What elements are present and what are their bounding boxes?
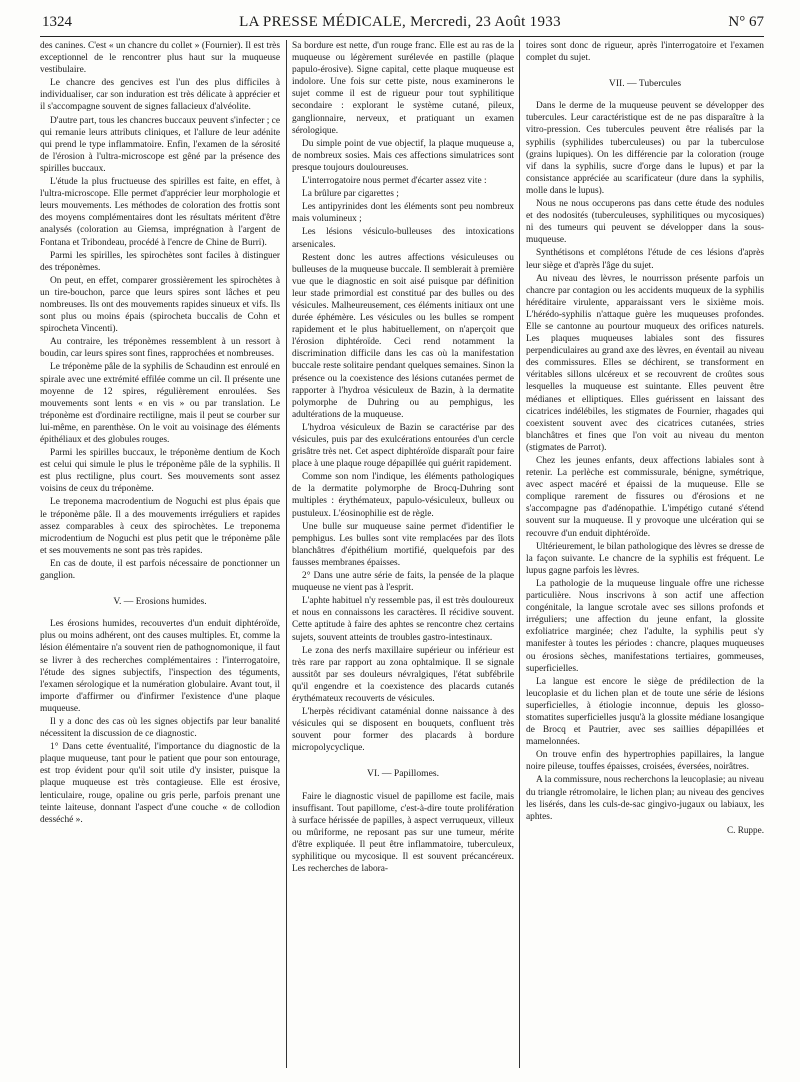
paragraph: Le zona des nerfs maxillaire supérieur ou inférieur est très rare par rapport au zona ophtalmique. Il se signale aussitôt par ses douleurs névralgiques, l'état subfébrile qu'il engendre et la coexistence des placards cutanés érythémateux recouverts de vésicules.	[292, 645, 514, 704]
paragraph: Chez les jeunes enfants, deux affections labiales sont à retenir. La perlèche est commissurale, bénigne, symétrique, avec aspect macéré et épaissi de la muqueuse. Elle se complique rarement de fissures ou d'érosions et ne s'accompagne pas d'adénopathie. L'impétigo cutané s'étend souvent sur la muqueuse. Il y provoque une ulcération qui se recouvre d'un enduit diphtéroïde.	[526, 456, 764, 539]
paragraph: Ultérieurement, le bilan pathologique des lèvres se dresse de la façon suivante. Le chancre de la syphilis est fréquent. Le lupus gagne parfois les lèvres.	[526, 541, 764, 576]
paragraph: La brûlure par cigarettes ;	[302, 189, 399, 200]
paragraph: L'aphte habituel n'y ressemble pas, il est très douloureux et nous en connaissons les caractères. Il récidive souvent. Cette aptitude à faire des aphtes se rencontre chez certains sujets, souvent atteints de troubles gastro-intestinaux.	[292, 596, 514, 643]
masthead-title: LA PRESSE MÉDICALE, Mercredi, 23 Août 1933	[239, 14, 561, 30]
paragraph: Faire le diagnostic visuel de papillome est facile, mais insuffisant. Tout papillome, c'est-à-dire toute prolifération à surface hérissée de papilles, à aspect verruqueux, villeux ou mûriforme, ne reposant pas sur une tumeur, mérite d'être expliquée. Il peut être inflammatoire, tuberculeux, syphilitique ou mycosique. Il est souvent précancéreux. Les recherches de labora-	[292, 791, 514, 875]
paragraph: Synthétisons et complétons l'étude de ces lésions d'après leur siège et d'après l'âge du sujet.	[526, 248, 764, 271]
paragraph: L'interrogatoire nous permet d'écarter assez vite :	[302, 176, 487, 187]
paragraph: L'herpès récidivant cataménial donne naissance à des vésicules qui se disposent en bouquets, confluent très souvent pour former des placards à bordure micropolycyclique.	[292, 707, 514, 754]
paragraph: Une bulle sur muqueuse saine permet d'identifier le pemphigus. Les bulles sont vite remplacées par des îlots blanchâtres d'épithélium mortifié, quelquefois par des fausses membranes épaisses.	[292, 521, 514, 568]
paragraph: Comme son nom l'indique, les éléments pathologiques de la dermatite polymorphe de Brocq-Duhring sont multiples : érythémateux, papulo-vésiculeux, bulleux ou pustuleux. L'éosinophilie est de règle.	[292, 472, 514, 519]
paragraph: des canines. C'est « un chancre du collet » (Fournier). Il est très exceptionnel de le rencontrer plus haut sur la muqueuse vestibulaire.	[40, 41, 280, 76]
paragraph: Le tréponème pâle de la syphilis de Schaudinn est enroulé en spirale avec une extrémité effilée comme un cil. Il présente une moyenne de 12 spires, régulièrement enroulées. Ses mouvements sont lents « en vis » ou par translation. Le tréponème est d'ordinaire rectiligne, mais il peut se courber sur lui-même, en parenthèse. On le voit au voisinage des éléments épithéliaux et des globules rouges.	[40, 362, 280, 445]
paragraph: Les antipyrinides dont les éléments sont peu nombreux mais volumineux ;	[292, 202, 514, 225]
column-3	[526, 40, 764, 1070]
paragraph: En cas de doute, il est parfois nécessaire de ponctionner un ganglion.	[40, 558, 280, 582]
paragraph: Le chancre des gencives est l'un des plus difficiles à individualiser, car son induration est très délicate à apprécier et il s'accompagne souvent de signes fallacieux d'alvéolite.	[40, 78, 280, 113]
paragraph: D'autre part, tous les chancres buccaux peuvent s'infecter ; ce qui remanie leurs attributs cliniques, et l'allure de leur adénite qui prend le type inflammatoire. Enfin, l'examen de la sérosité de l'érosion à l'ultra-microscope est gêné par la présence des spirilles buccaux.	[40, 115, 280, 174]
paragraph: L'étude la plus fructueuse des spirilles est faite, en effet, à l'ultra-microscope. Elle permet d'apprécier leur morphologie et leurs mouvements. Les méthodes de coloration des frottis sont des moyens complémentaires dont les résultats méritent d'être analysés (coloration au Giemsa, imprégnation à l'argent de Fontana et Tribondeau, procédé à l'encre de Chine de Burri).	[40, 177, 280, 248]
paragraph: La pathologie de la muqueuse linguale offre une richesse particulière. Nous inscrivons à son actif une affection congénitale, la langue scrotale avec ses sillons profonds et irréguliers; une affection du jeune enfant, la glossite exfoliatrice marginée; chez l'adulte, la syphilis peut s'y manifester à toutes les périodes : chancre, plaques muqueuses ou érosions sèches, manifestations tertiaires, gommeuses, superficielles.	[526, 578, 764, 674]
paragraph: 2° Dans une autre série de faits, la pensée de la plaque muqueuse ne vient pas à l'esprit.	[292, 571, 514, 594]
paragraph: Restent donc les autres affections vésiculeuses ou bulleuses de la muqueuse buccale. Il semblerait à première vue que le diagnostic en soit aisé puisque par définition leur stade primordial est constitué par des bulles ou des vésicules. Malheureusement, ces éléments initiaux ont une durée éphémère. Les vésicules ou les bulles se rompent rapidement et le plus habituellement, on n'aperçoit que l'érosion diphtéroïde. Ceci rend notamment la discrimination difficile dans les cas où la manifestation buccale reste solitaire pendant quelques semaines. Sinon la présence ou la coexistence des lésions cutanées permet de rapporter à l'hydroa vésiculeux de Bazin, à la dermatite polymorphe de Duhring ou au pemphigus, les adultérations de la muqueuse.	[292, 252, 514, 420]
column-divider	[286, 40, 287, 1068]
page-number: 1324	[42, 14, 72, 30]
paragraph: L'hydroa vésiculeux de Bazin se caractérise par des vésicules, puis par des exulcérations entourées d'un cercle grisâtre très net. Cet aspect diphtéroïde disparaît pour faire place à une plaque rouge dépapillée qui guérit rapidement.	[292, 422, 514, 470]
paragraph: Les lésions vésiculo-bulleuses des intoxications arsenicales.	[292, 227, 514, 250]
paragraph: 1° Dans cette éventualité, l'importance du diagnostic de la plaque muqueuse, tant pour le patient que pour son entourage, est trop évident pour qu'il soit utile d'y insister, puisque la plaque muqueuse est très contagieuse. Elle est érosive, lenticulaire, rouge, opaline ou gris perle, parfois prenant une teinte laiteuse, donnant l'aspect d'une couche « de collodion desséché ».	[40, 742, 280, 825]
paragraph: On peut, en effet, comparer grossièrement les spirochètes à un tire-bouchon, parce que leurs spires sont lâches et peu nombreuses. Ils ont des mouvements rapides sinueux et vifs. Ils sont plus ou moins épais (spirocheta buccalis de Cohn et spirocheta Vincenti).	[40, 275, 280, 335]
paragraph: Dans le derme de la muqueuse peuvent se développer des tubercules. Leur caractéristique est de ne pas disparaître à la vitro-pression. Ces tubercules peuvent être réalisés par la syphilis (syphilides tuberculeuses) ou par la tuberculose (grains lupiques). On les différencie par la coloration (rouge vif dans la syphilis, sucre d'orge dans le lupus) et par la consistance appréciée au scarificateur (dure dans la syphilis, molle dans le lupus).	[526, 101, 764, 196]
column-2	[292, 40, 514, 1070]
paragraph: Au niveau des lèvres, le nourrisson présente parfois un chancre par contagion ou les accidents muqueux de la syphilis héréditaire virulente, apparaissant vers le sixième mois. L'hérédo-syphilis n'attaque guère les muqueuses profondes. Elle se cantonne au pourtour muqueux des orifices naturels. Les plaques muqueuses labiales sont des fissures perpendiculaires au grand axe des lèvres, en éventail au niveau des commissures. Elles se déchirent, se transforment en véritables sillons ulcéreux et se recouvrent de croûtes sous lesquelles la muqueuse est suintante. Elles peuvent être médianes et elliptiques. Elles guérissent en laissant des cicatrices indélébiles, les stigmates de Fournier, rhagades qui coexistent souvent avec des cicatrices cutanées, stries blanchâtres et fines que l'on voit au niveau du menton (stigmates de Parrot).	[526, 273, 764, 453]
section-title: VI. — Papillomes.	[367, 768, 439, 780]
paragraph: Les érosions humides, recouvertes d'un enduit diphtéroïde, plus ou moins adhérent, ont des causes multiples. Et, comme la lésion élémentaire n'a souvent rien de pathognomonique, il faut se livrer à des recherches complémentaires : l'interrogatoire, l'étude des signes subjectifs, l'inspection des téguments, l'examen sérologique et la numération globulaire. Avant tout, il importe d'affirmer ou d'infirmer l'existence d'une plaque muqueuse.	[40, 619, 280, 714]
paragraph: Le treponema macrodentium de Noguchi est plus épais que le tréponème pâle. Il a des mouvements irréguliers et rapides assez comparables à ceux des spirochètes. Le treponema microdentium de Noguchi est plus petit que le tréponème pâle et ses mouvements ne sont pas très rapides.	[40, 497, 280, 556]
author-signature: C. Ruppe.	[726, 824, 764, 835]
section-title: V. — Erosions humides.	[113, 596, 207, 608]
section-title: VII. — Tubercules	[608, 78, 682, 90]
paragraph: A la commissure, nous recherchons la leucoplasie; au niveau du triangle rétromolaire, le lichen plan; au niveau des gencives les lisérés, dans les culs-de-sac gingivo-jugaux ou labiaux, les aphtes.	[526, 775, 764, 822]
paragraph: Nous ne nous occuperons pas dans cette étude des nodules et des nodosités (tuberculeuses, syphilitiques ou mycosiques) ni des tumeurs qui peuvent se développer dans la sous-muqueuse.	[526, 199, 764, 246]
paragraph: toires sont donc de rigueur, après l'interrogatoire et l'examen complet du sujet.	[526, 41, 764, 64]
paragraph: Au contraire, les tréponèmes ressemblent à un ressort à boudin, car leurs spires sont fines, rapprochées et nombreuses.	[40, 337, 280, 360]
column-divider	[519, 40, 520, 1068]
paragraph: Parmi les spirilles, les spirochètes sont faciles à distinguer des tréponèmes.	[40, 250, 280, 273]
paragraph: Sa bordure est nette, d'un rouge franc. Elle est au ras de la muqueuse ou légèrement surélevée en pastille (plaque papulo-érosive). Signe capital, cette plaque muqueuse est indolore. Une fois sur cette piste, nous examinerons le sujet comme il est de rigueur pour tout syphilitique secondaire : explorant le système cutané, pileux, ganglionnaire, nerveux, et pratiquant un examen sérologique.	[292, 41, 514, 136]
header-rule	[40, 36, 764, 37]
paragraph: Il y a donc des cas où les signes objectifs par leur banalité nécessitent la discussion de ce diagnostic.	[40, 716, 280, 740]
issue-number: N° 67	[728, 14, 764, 30]
paragraph: Du simple point de vue objectif, la plaque muqueuse a, de nombreux sosies. Mais ces affections simulatrices sont presque toujours douloureuses.	[292, 138, 514, 173]
paragraph: La langue est encore le siège de prédilection de la leucoplasie et du lichen plan et de toute une série de lésions superficielles, à étiologie inconnue, depuis les glosso-stomatites superficielles jusqu'à la glossite médiane losangique de Brocq et Pautrier, avec ses saillies dépapillées et mamelonnées.	[526, 676, 764, 748]
column-1	[40, 40, 280, 1070]
paragraph: On trouve enfin des hypertrophies papillaires, la langue noire pileuse, touffes épaisses, croisées, éversées, noirâtres.	[526, 750, 764, 773]
paragraph: Parmi les spirilles buccaux, le tréponème dentium de Koch est celui qui simule le plus le tréponème pâle de la syphilis. Il est plus rectiligne, plus court. Ses mouvements sont assez voisins de ceux du tréponème.	[40, 448, 280, 495]
